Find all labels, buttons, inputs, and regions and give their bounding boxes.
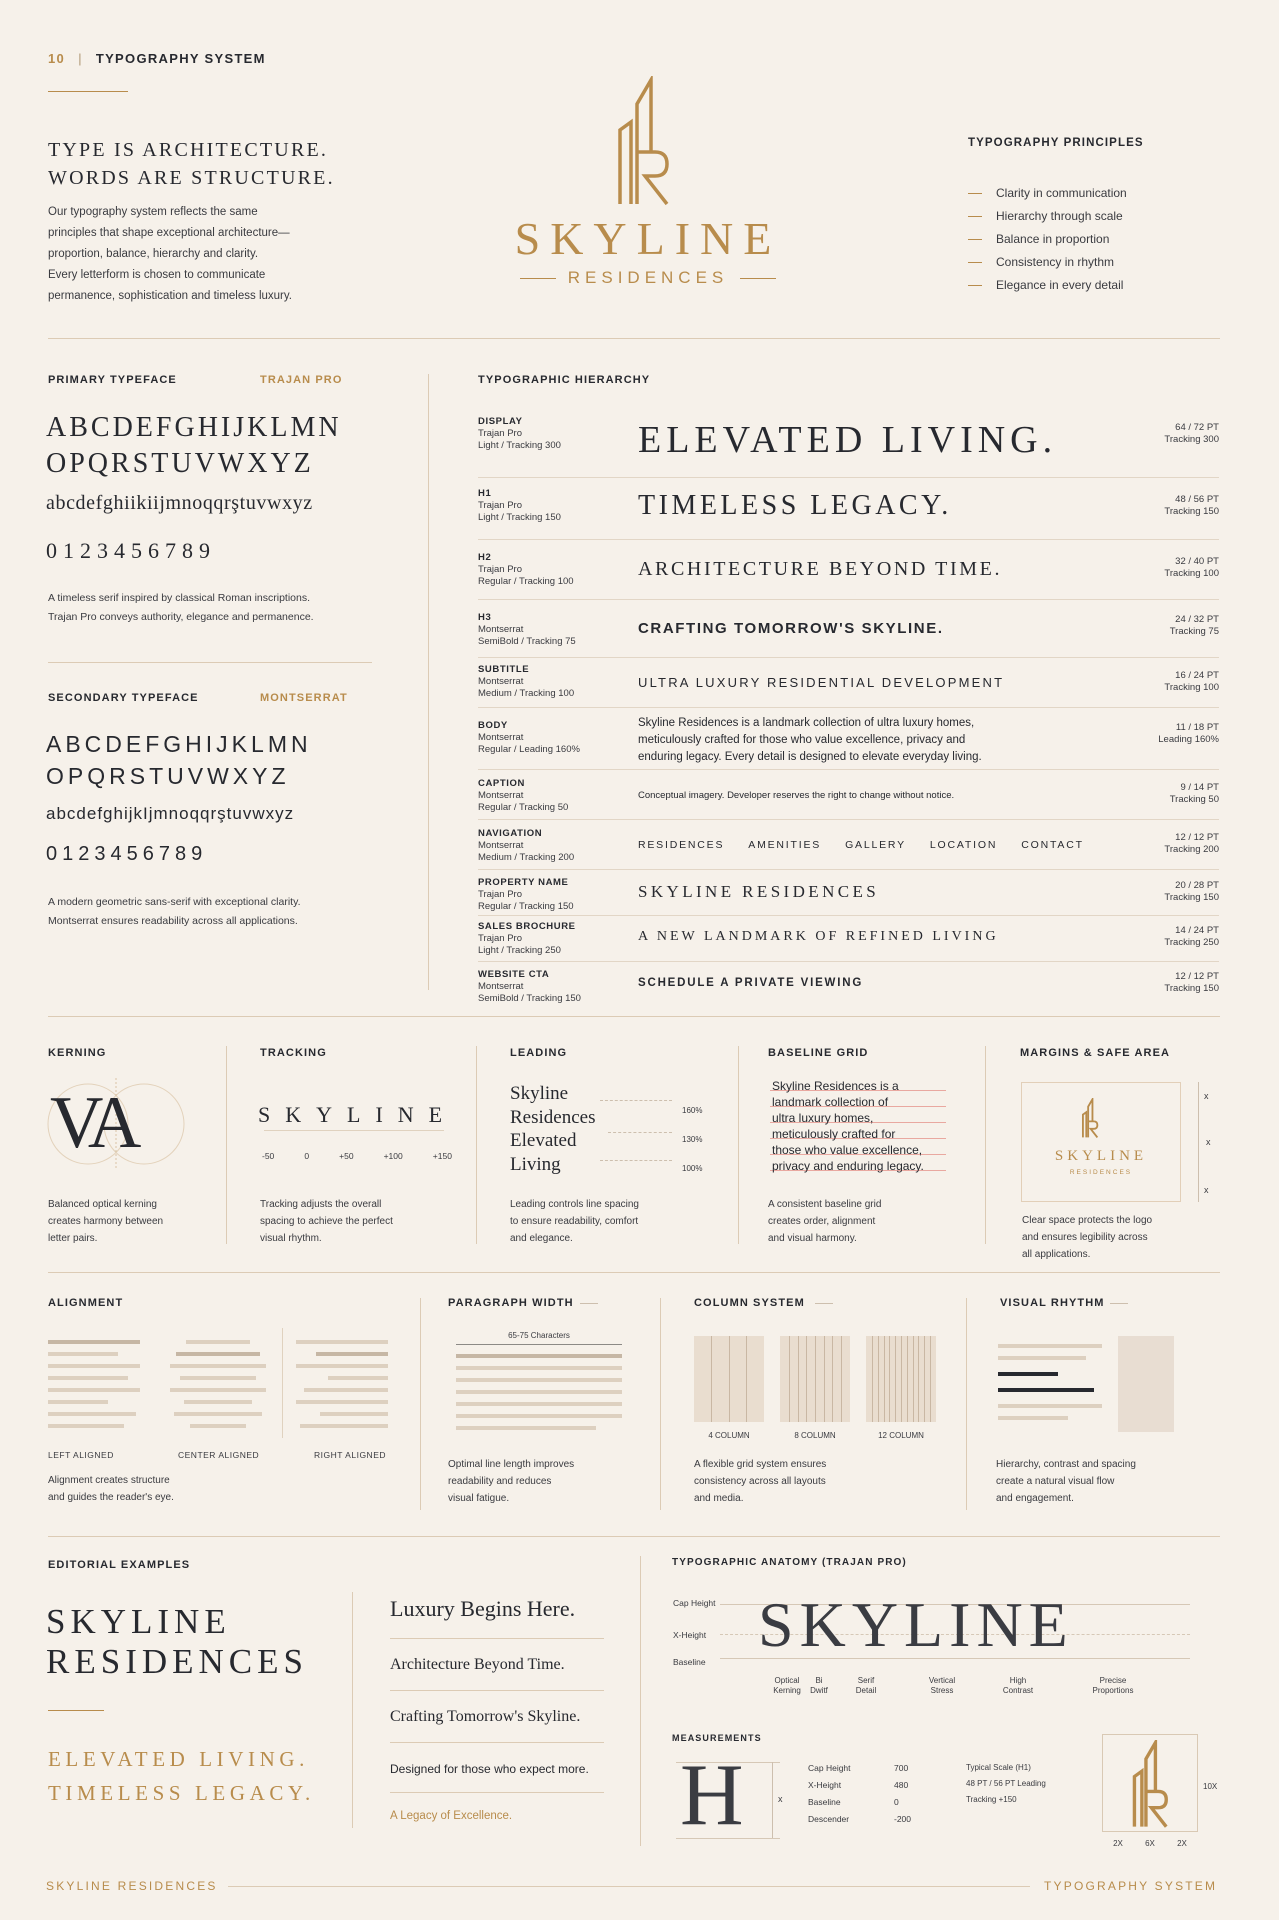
secondary-uppercase: ABCDEFGHIJKLMN OPQRSTUVWXYZ <box>46 731 312 789</box>
principle-item: Balance in proportion <box>968 228 1127 251</box>
tracking-title: TRACKING <box>260 1047 327 1059</box>
anatomy-note: Optical Kerning <box>773 1676 801 1695</box>
alignment-left-sample <box>48 1340 140 1440</box>
intro-headline-line: TYPE IS ARCHITECTURE. <box>48 139 329 161</box>
property-name-sample: SKYLINE RESIDENCES <box>638 882 880 901</box>
skyline-logo-icon <box>617 76 669 206</box>
h2-sample: ARCHITECTURE BEYOND TIME. <box>638 558 1003 580</box>
secondary-typeface-name: MONTSERRAT <box>260 692 348 704</box>
body-sample: Skyline Residences is a landmark collection of ultra luxury homes, meticulously crafted for those who value excellence, privacy and enduring legacy. Every detail is designed to elevate everyday living. <box>638 717 982 763</box>
intro-body-line: proportion, balance, hierarchy and clarity. <box>48 248 259 260</box>
leading-values: 160% 130% 100% <box>682 1106 703 1173</box>
secondary-lowercase: abcdefghijkIjmnoqqrştuvwxyz <box>46 804 295 823</box>
margins-logo-wordmark: SKYLINE <box>1054 1148 1148 1164</box>
editorial-accent-text: A Legacy of Excellence. <box>390 1810 513 1822</box>
visual-rhythm-title: VISUAL RHYTHM <box>1000 1297 1105 1309</box>
grid-8-column <box>780 1336 850 1422</box>
anatomy-note: Bi Dwitf <box>810 1676 828 1695</box>
margin-mark: x <box>1204 1185 1209 1195</box>
grid-8-label: 8 COLUMN <box>794 1431 836 1440</box>
primary-description: A timeless serif inspired by classical Roman inscriptions. Trajan Pro conveys authority, elegance and permanence. <box>48 592 314 623</box>
panel-divider <box>738 1046 739 1244</box>
alignment-center-label: CENTER ALIGNED <box>178 1450 260 1460</box>
hierarchy-row-navigation: NAVIGATION Montserrat Medium / Tracking 200 RESIDENCES AMENITIES GALLERY LOCATION CONTACT 12 / 12 PT Tracking 200 <box>478 820 1219 870</box>
editorial-tagline: ELEVATED LIVING. TIMELESS LEGACY. <box>48 1747 315 1805</box>
margins-logo-subtitle: RESIDENCES <box>1069 1169 1133 1176</box>
measurement-logo-icon <box>1132 1740 1168 1828</box>
primary-digits: 0123456789 <box>46 538 216 563</box>
page-number: 10 <box>48 51 66 66</box>
section-title: TYPOGRAPHY SYSTEM <box>95 51 266 66</box>
measurement-letter: H <box>680 1747 744 1844</box>
margins-logo-icon <box>1079 1098 1101 1138</box>
hierarchy-row-h2: H2 Trajan Pro Regular / Tracking 100 ARCHITECTURE BEYOND TIME. 32 / 40 PT Tracking 100 <box>478 540 1219 600</box>
primary-lowercase: abcdefghiikiijmnoqqrştuvwxyz <box>46 492 313 514</box>
tracking-description: Tracking adjusts the overall spacing to achieve the perfect visual rhythm. <box>260 1199 393 1244</box>
alignment-left-label: LEFT ALIGNED <box>48 1450 114 1460</box>
logo-rule <box>520 278 556 279</box>
hierarchy-row-h1: H1 Trajan Pro Light / Tracking 150 TIMELESS LEGACY. 48 / 56 PT Tracking 150 <box>478 478 1219 540</box>
editorial-line-4: Designed for those who expect more. <box>390 1762 589 1776</box>
secondary-typeface-label: SECONDARY TYPEFACE <box>48 692 199 704</box>
safe-area-box <box>1021 1082 1181 1202</box>
section-divider <box>48 1016 1220 1017</box>
navigation-sample <box>638 839 1084 851</box>
hierarchy-row-subtitle: SUBTITLE Montserrat Medium / Tracking 100 ULTRA LUXURY RESIDENTIAL DEVELOPMENT 16 / 24 PT Tracking 100 <box>478 658 1219 708</box>
margin-mark: x <box>1206 1137 1211 1147</box>
measurement-labels: Cap Height X-Height Baseline Descender <box>808 1763 851 1824</box>
primary-typeface-label: PRIMARY TYPEFACE <box>48 374 177 386</box>
header-accent-line <box>48 91 128 92</box>
hierarchy-row-sales-brochure: SALES BROCHURE Trajan Pro Light / Tracking 250 A NEW LANDMARK OF REFINED LIVING 14 / 24 PT Tracking 250 <box>478 916 1219 962</box>
nav-item-gallery[interactable]: GALLERY <box>845 839 906 851</box>
hierarchy-row-body: BODY Montserrat Regular / Leading 160% Skyline Residences is a landmark collection of ultra luxury homes, meticulously crafted for those who value excellence, privacy and enduring legacy. Every detail is designed to elevate everyday living. 11 / 18 PT Leading 160% <box>478 708 1219 770</box>
footer-rule <box>228 1886 1030 1887</box>
hierarchy-row-h3: H3 Montserrat SemiBold / Tracking 75 CRAFTING TOMORROW'S SKYLINE. 24 / 32 PT Tracking 75 <box>478 600 1219 658</box>
guide-baseline: Baseline <box>673 1657 706 1667</box>
section-divider <box>48 338 1220 339</box>
alignment-title: ALIGNMENT <box>48 1297 124 1309</box>
leading-guide <box>608 1132 672 1133</box>
h3-sample: CRAFTING TOMORROW'S SKYLINE. <box>638 620 944 637</box>
secondary-digits: 0123456789 <box>46 843 208 865</box>
header-divider: | <box>77 51 83 66</box>
editorial-line-1: Luxury Begins Here. <box>390 1596 576 1621</box>
alignment-right-sample <box>296 1340 388 1440</box>
leading-guide <box>600 1100 672 1101</box>
column-divider <box>428 374 429 990</box>
hierarchy-row-website-cta: WEBSITE CTA Montserrat SemiBold / Tracking 150 SCHEDULE A PRIVATE VIEWING 12 / 12 PT Tracking 150 <box>478 969 1219 1004</box>
editorial-title: EDITORIAL EXAMPLES <box>48 1559 191 1571</box>
alignment-center-sample <box>170 1340 266 1440</box>
primary-typeface-name: TRAJAN PRO <box>260 374 343 386</box>
principles-title: TYPOGRAPHY PRINCIPLES <box>968 137 1144 149</box>
hierarchy-row-property-name: PROPERTY NAME Trajan Pro Regular / Tracking 150 SKYLINE RESIDENCES 20 / 28 PT Tracking 150 <box>478 870 1219 916</box>
leading-sample: Skyline Residences Elevated Living <box>510 1083 596 1175</box>
hierarchy-title: TYPOGRAPHIC HIERARCHY <box>478 374 651 386</box>
paragraph-width-measure: 65-75 Characters <box>508 1331 570 1340</box>
panel-divider <box>966 1298 967 1510</box>
editorial-divider <box>640 1556 641 1846</box>
alignment-right-label: RIGHT ALIGNED <box>314 1450 386 1460</box>
panel-divider <box>226 1046 227 1244</box>
measurement-scale: Typical Scale (H1) 48 PT / 56 PT Leading Tracking +150 <box>966 1763 1046 1804</box>
leading-guide <box>600 1160 672 1161</box>
nav-item-contact[interactable]: CONTACT <box>1021 839 1084 851</box>
sales-brochure-sample: A NEW LANDMARK OF REFINED LIVING <box>638 929 999 944</box>
visual-rhythm-sample <box>998 1340 1102 1430</box>
dim-widths: 2X 6X 2X <box>1113 1839 1187 1848</box>
paragraph-width-description: Optimal line length improves readability and reduces visual fatigue. <box>448 1459 575 1504</box>
nav-item-residences[interactable]: RESIDENCES <box>638 839 725 851</box>
nav-item-location[interactable]: LOCATION <box>929 839 998 851</box>
logo-sub-row <box>510 268 786 288</box>
intro-body-line: Our typography system reflects the same <box>48 206 258 218</box>
footer-right: TYPOGRAPHY SYSTEM <box>1044 1879 1218 1893</box>
measure-line <box>456 1344 622 1345</box>
typeface-divider <box>48 662 372 663</box>
caption-sample: Conceptual imagery. Developer reserves the right to change without notice. <box>638 790 955 801</box>
paragraph-width-sample <box>456 1354 622 1434</box>
intro-headline <box>48 136 335 192</box>
margins-description: Clear space protects the logo and ensures legibility across all applications. <box>1022 1215 1153 1260</box>
principle-item: Consistency in rhythm <box>968 251 1127 274</box>
measurement-x-mark: x <box>778 1794 783 1804</box>
intro-headline-line: WORDS ARE STRUCTURE. <box>48 167 335 189</box>
anatomy-title: TYPOGRAPHIC ANATOMY (TRAJAN PRO) <box>672 1557 907 1568</box>
anatomy-note: Precise Proportions <box>1092 1676 1134 1695</box>
secondary-description: A modern geometric sans-serif with exceptional clarity. Montserrat ensures readability across all applications. <box>48 896 301 927</box>
margins-title: MARGINS & SAFE AREA <box>1020 1047 1171 1059</box>
anatomy-sample: SKYLINE <box>758 1589 1074 1660</box>
panel-divider <box>660 1298 661 1510</box>
editorial-accent-line <box>48 1710 104 1711</box>
logo-subtitle: RESIDENCES <box>567 268 729 287</box>
section-divider <box>48 1272 1220 1273</box>
intro-body-line: permanence, sophistication and timeless luxury. <box>48 290 292 302</box>
intro-body-line: Every letterform is chosen to communicate <box>48 269 266 281</box>
hierarchy-row-display: DISPLAY Trajan Pro Light / Tracking 300 ELEVATED LIVING. 64 / 72 PT Tracking 300 <box>478 414 1219 478</box>
panel-divider <box>476 1046 477 1244</box>
alignment-description: Alignment creates structure and guides the reader's eye. <box>48 1475 174 1503</box>
intro-body-line: principles that shape exceptional architecture— <box>48 227 290 239</box>
anatomy-note: Vertical Stress <box>928 1676 956 1695</box>
tracking-scale-line <box>264 1130 444 1131</box>
guide-cap-height: Cap Height <box>673 1598 716 1608</box>
editorial-line-2: Architecture Beyond Time. <box>390 1656 565 1673</box>
primary-uppercase: ABCDEFGHIJKLMN OPQRSTUVWXYZ <box>46 412 342 479</box>
grid-4-label: 4 COLUMN <box>708 1431 750 1440</box>
website-cta-sample[interactable]: SCHEDULE A PRIVATE VIEWING <box>638 977 864 989</box>
principle-item: Clarity in communication <box>968 182 1127 205</box>
leading-title: LEADING <box>510 1047 568 1059</box>
editorial-property-name: SKYLINE RESIDENCES <box>46 1602 308 1681</box>
dim-height: 10X <box>1203 1782 1218 1791</box>
anatomy-note: High Contrast <box>1002 1676 1034 1695</box>
panel-divider <box>985 1046 986 1244</box>
page-header <box>48 51 266 66</box>
kerning-description: Balanced optical kerning creates harmony between letter pairs. <box>48 1199 164 1244</box>
editorial-line-3: Crafting Tomorrow's Skyline. <box>390 1708 581 1725</box>
grid-12-label: 12 COLUMN <box>878 1431 924 1440</box>
visual-rhythm-description: Hierarchy, contrast and spacing create a natural visual flow and engagement. <box>996 1459 1136 1504</box>
leading-description: Leading controls line spacing to ensure readability, comfort and elegance. <box>510 1199 639 1244</box>
kerning-title: KERNING <box>48 1047 107 1059</box>
display-sample: ELEVATED LIVING. <box>638 419 1058 461</box>
section-divider <box>48 1536 1220 1537</box>
margin-mark: x <box>1204 1091 1209 1101</box>
logo-rule <box>740 278 776 279</box>
intro-body <box>48 202 292 307</box>
grid-4-column <box>694 1336 764 1422</box>
visual-rhythm-image-block <box>1118 1336 1174 1432</box>
measurements-title: MEASUREMENTS <box>672 1733 762 1743</box>
baseline-grid-title: BASELINE GRID <box>768 1047 869 1059</box>
kerning-sample: VA <box>50 1082 136 1164</box>
grid-12-column <box>866 1336 936 1422</box>
tracking-sample: SKYLINE <box>258 1102 458 1127</box>
margin-measure-line <box>1198 1082 1199 1202</box>
nav-item-amenities[interactable]: AMENITIES <box>748 839 822 851</box>
logo-wordmark: SKYLINE <box>514 213 782 264</box>
principle-item: Hierarchy through scale <box>968 205 1127 228</box>
editorial-divider <box>352 1592 353 1828</box>
baseline-grid-sample: Skyline Residences is a landmark collection of ultra luxury homes, meticulously crafted for those who value excellence, privacy and enduring legacy. <box>772 1079 924 1173</box>
h1-sample: TIMELESS LEGACY. <box>638 490 952 521</box>
anatomy-note: Serif Detail <box>855 1676 877 1695</box>
measurement-values: 700 480 0 -200 <box>894 1763 912 1824</box>
principle-item: Elegance in every detail <box>968 274 1127 297</box>
panel-divider <box>420 1298 421 1510</box>
column-system-description: A flexible grid system ensures consistency across all layouts and media. <box>694 1459 827 1504</box>
guide-x-height: X-Height <box>673 1630 707 1640</box>
baseline-grid-description: A consistent baseline grid creates order, alignment and visual harmony. <box>768 1199 882 1244</box>
footer-left: SKYLINE RESIDENCES <box>46 1879 218 1893</box>
principles-list <box>968 182 1127 297</box>
tracking-values: -50 0 +50 +100 +150 <box>262 1151 452 1161</box>
hierarchy-row-caption: CAPTION Montserrat Regular / Tracking 50 Conceptual imagery. Developer reserves the right to change without notice. 9 / 14 PT Tracking 50 <box>478 770 1219 820</box>
subtitle-sample: ULTRA LUXURY RESIDENTIAL DEVELOPMENT <box>638 675 1005 690</box>
paragraph-width-title: PARAGRAPH WIDTH <box>448 1297 574 1309</box>
column-system-title: COLUMN SYSTEM <box>694 1297 805 1309</box>
